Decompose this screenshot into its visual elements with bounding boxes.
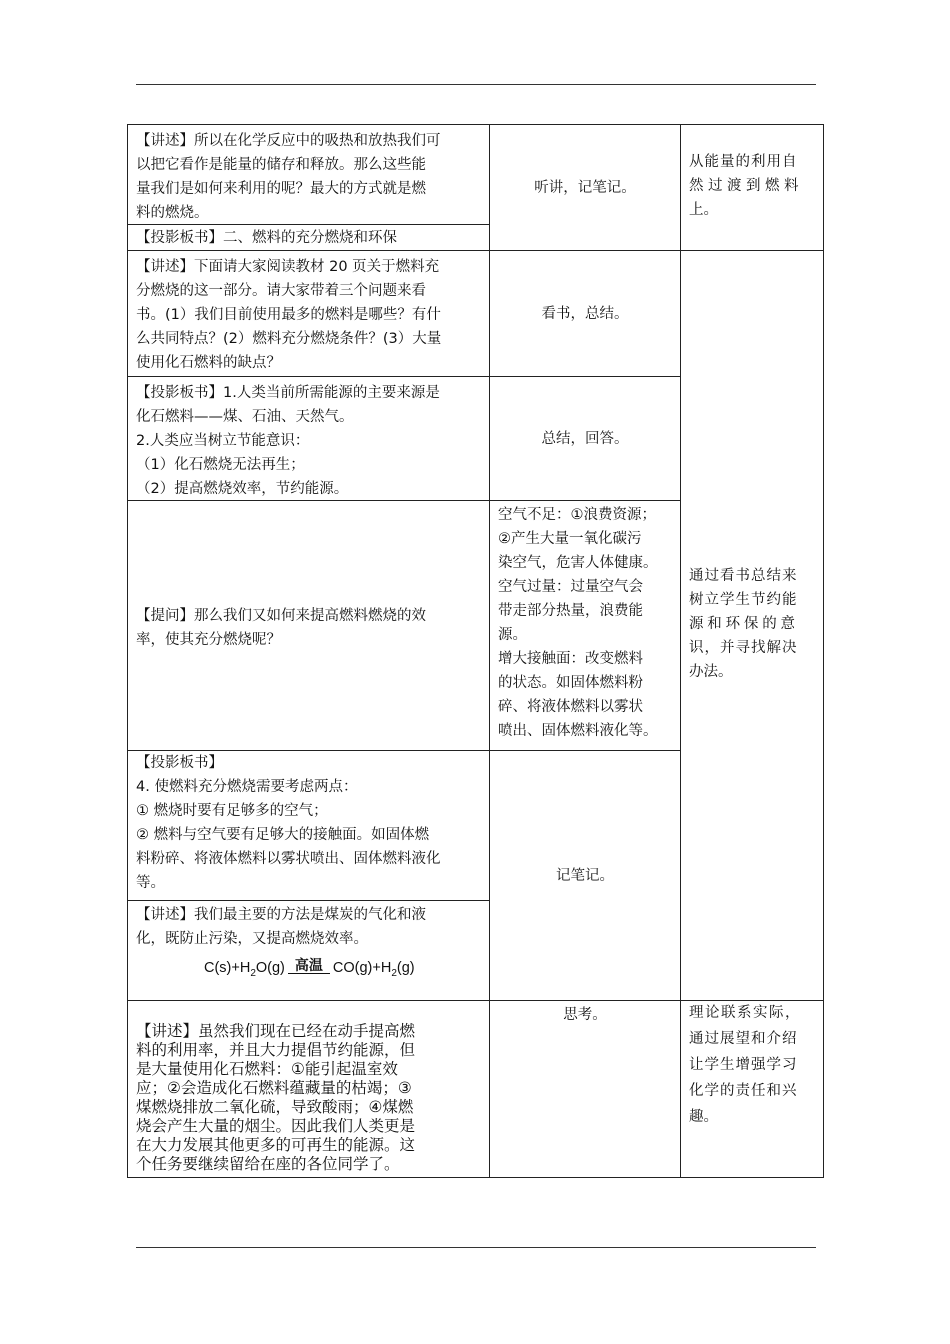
text-line: 通过看书总结来 <box>689 568 798 584</box>
mid-text: 看书，总结。 <box>541 305 629 322</box>
row1-left <box>128 125 489 224</box>
text-line: 化学的责任和兴 <box>689 1083 798 1099</box>
text-line: 源和环保的意 <box>689 616 799 632</box>
text-line: 碎、将液体燃料以雾状 <box>498 699 643 715</box>
text-line: 【提问】那么我们又如何来提高燃料燃烧的效 <box>136 608 426 624</box>
mid-text: 记笔记。 <box>556 867 614 884</box>
text-line: 识，并寻找解决 <box>689 640 798 656</box>
text-line: 然过渡到燃料 <box>689 178 803 194</box>
text-line: 2.人类应当树立节能意识： <box>136 433 310 449</box>
row1-left-2 <box>128 225 489 250</box>
text-line: 料的燃烧。 <box>136 205 209 221</box>
footer-rule <box>136 1247 816 1248</box>
text-line: 办法。 <box>689 664 733 680</box>
text-line: 以把它看作是能量的储存和释放。那么这些能 <box>136 157 426 173</box>
text-line: 理论联系实际， <box>689 1005 801 1021</box>
text-line: 4. 使燃料充分燃烧需要考虑两点： <box>136 779 358 795</box>
text-line: 喷出、固体燃料液化等。 <box>498 723 658 739</box>
text-line: 趣。 <box>689 1109 718 1125</box>
text-line: 【投影板书】二、燃料的充分燃烧和环保 <box>136 230 397 246</box>
row2-left <box>128 251 489 376</box>
text-line: ① 燃烧时要有足够多的空气； <box>136 803 328 819</box>
text-line: 在大力发展其他更多的可再生的能源。这 <box>136 1136 416 1154</box>
header-rule <box>136 84 816 85</box>
text-line: 料粉碎、将液体燃料以雾状喷出、固体燃料液化 <box>136 851 441 867</box>
text-line: 烧会产生大量的烟尘。因此我们人类更是 <box>136 1117 416 1135</box>
row1-right <box>681 150 823 240</box>
text-line: 上。 <box>689 202 718 218</box>
row6-right <box>681 1000 823 1130</box>
text-line: 个任务要继续留给在座的各位同学了。 <box>136 1155 400 1173</box>
text-line: 空气过量：过量空气会 <box>498 579 643 595</box>
text-line: 书。(1）我们目前使用最多的燃料是哪些？有什 <box>136 307 441 323</box>
equation-products: $CO(g)+H_2(g)$ <box>332 960 415 979</box>
text-line: 么共同特点？(2）燃料充分燃烧条件？(3）大量 <box>136 331 442 347</box>
reaction-condition <box>288 957 330 979</box>
text-line: 量我们是如何来利用的呢？最大的方式就是燃 <box>136 181 426 197</box>
condition-label: 高温 <box>294 957 323 973</box>
chemical-equation <box>204 955 415 979</box>
text-line: 树立学生节约能 <box>689 592 798 608</box>
row5-left <box>128 751 489 900</box>
row6-mid <box>490 1001 680 1041</box>
row1-mid <box>490 125 680 250</box>
row5-left-2 <box>128 901 489 1000</box>
mid-text: 总结，回答。 <box>541 430 629 447</box>
text-line: 带走部分热量，浪费能 <box>498 603 643 619</box>
text-line: 化，既防止污染，又提高燃烧效率。 <box>136 931 368 947</box>
text-line: 通过展望和介绍 <box>689 1031 798 1047</box>
text-line: （1）化石燃烧无法再生； <box>136 457 305 473</box>
text-line: 增大接触面：改变燃料 <box>498 651 643 667</box>
text-line: 染空气，危害人体健康。 <box>498 555 658 571</box>
text-line: 是大量使用化石燃料：①能引起温室效 <box>136 1060 398 1078</box>
text-line: 分燃烧的这一部分。请大家带着三个问题来看 <box>136 283 426 299</box>
row3-mid <box>490 377 680 500</box>
row3-left <box>128 377 489 500</box>
mid-text: 思考。 <box>563 1007 607 1023</box>
text-line: 等。 <box>136 875 165 891</box>
text-line: ② 燃料与空气要有足够大的接触面。如固体燃 <box>136 827 430 843</box>
text-line: 化石燃料——煤、石油、天然气。 <box>136 409 354 425</box>
text-line: 应；②会造成化石燃料蕴藏量的枯竭；③ <box>136 1079 412 1097</box>
text-line: 从能量的利用自 <box>689 154 798 170</box>
row2-mid <box>490 251 680 376</box>
text-line: ②产生大量一氧化碳污 <box>498 531 642 547</box>
text-line: 【讲述】我们最主要的方法是煤炭的气化和液 <box>136 907 426 923</box>
mid-text: 听讲，记笔记。 <box>534 179 636 196</box>
text-line: 【投影板书】1.人类当前所需能源的主要来源是 <box>136 385 440 401</box>
text-line: （2）提高燃烧效率，节约能源。 <box>136 481 349 497</box>
text-line: 让学生增强学习 <box>689 1057 798 1073</box>
row6-left <box>128 1022 489 1178</box>
equation-reactants: $C(s)+H_2O(g)$ <box>204 960 285 979</box>
text-line: 【讲述】虽然我们现在已经在动手提高燃 <box>136 1022 416 1040</box>
text-line: 率，使其充分燃烧呢？ <box>136 632 281 648</box>
text-line: 使用化石燃料的缺点？ <box>136 355 281 371</box>
text-line: 【投影板书】 <box>136 755 223 771</box>
text-line: 【讲述】所以在化学反应中的吸热和放热我们可 <box>136 133 441 149</box>
row4-mid <box>490 501 680 750</box>
rows2-5-right <box>681 564 823 694</box>
row5-mid <box>490 751 680 1000</box>
text-line: 空气不足：①浪费资源； <box>498 507 656 523</box>
text-line: 的状态。如固体燃料粉 <box>498 675 643 691</box>
text-line: 料的利用率，并且大力提倡节约能源，但 <box>136 1041 416 1059</box>
text-line: 源。 <box>498 627 527 643</box>
text-line: 【讲述】下面请大家阅读教材 20 页关于燃料充 <box>136 259 440 275</box>
condition-bar <box>288 973 330 974</box>
text-line: 煤燃烧排放二氧化硫，导致酸雨；④煤燃 <box>136 1098 414 1116</box>
row4-left <box>128 600 489 660</box>
